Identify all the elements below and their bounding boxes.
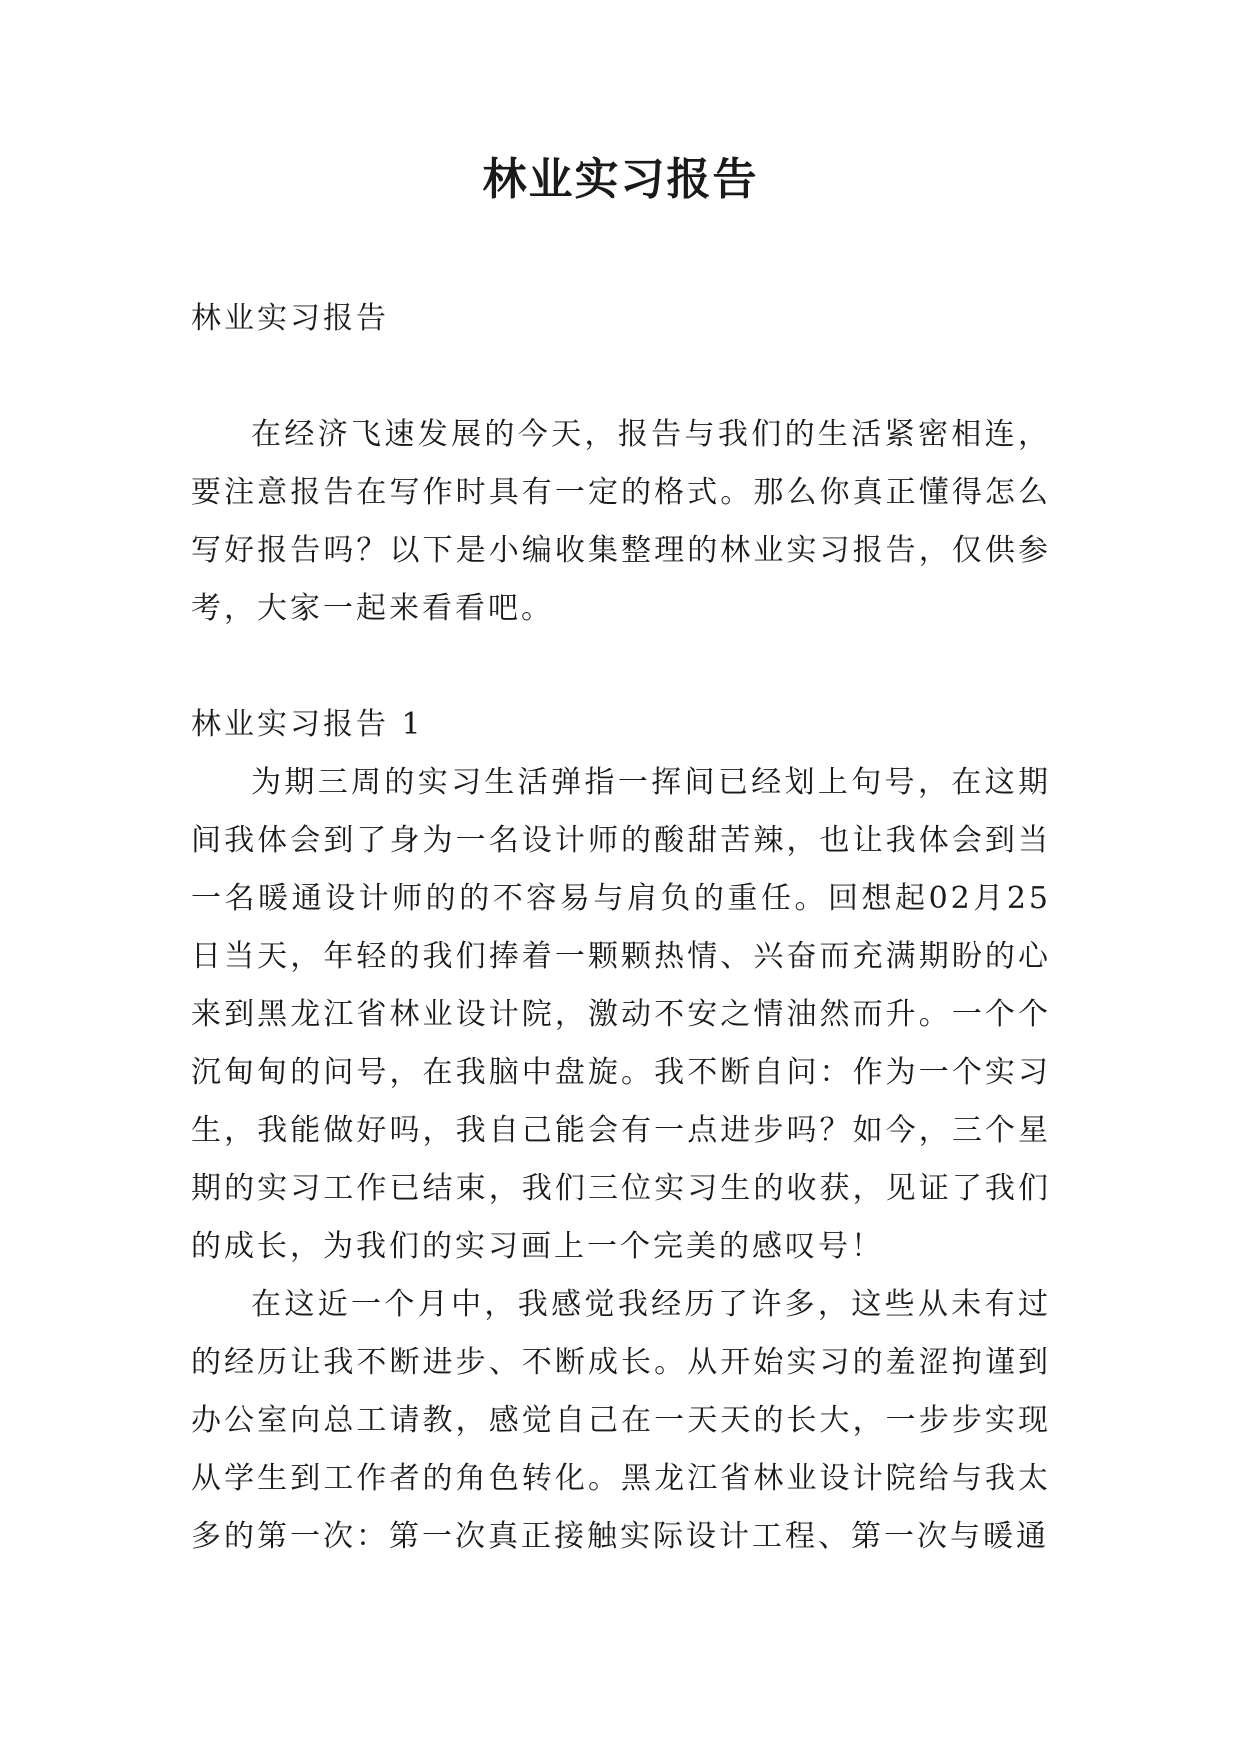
intro-paragraph: 在经济飞速发展的今天，报告与我们的生活紧密相连，要注意报告在写作时具有一定的格式。那么你真正懂得怎么写好报告吗？以下是小编收集整理的林业实习报告，仅供参考，大家一起来看看吧。 — [191, 417, 1051, 626]
section-heading: 林业实习报告 1 — [191, 707, 424, 742]
spacer — [191, 348, 1051, 406]
spacer — [191, 638, 1051, 696]
document-title: 林业实习报告 — [482, 154, 759, 205]
document-body — [191, 290, 1051, 1566]
body-paragraph-2: 在这近一个月中，我感觉我经历了许多，这些从未有过的经历让我不断进步、不断成长。从开始实习的羞涩拘谨到办公室向总工请教，感觉自己在一天天的长大，一步步实现从学生到工作者的角色转化。黑龙江省林业设计院给与我太多的第一次：第一次真正接触实际设计工程、第一次与暖通 — [191, 1287, 1051, 1554]
body-paragraph-1: 为期三周的实习生活弹指一挥间已经划上句号，在这期间我体会到了身为一名设计师的酸甜苦辣，也让我体会到当一名暖通设计师的的不容易与肩负的重任。回想起02月25日当天，年轻的我们捧着一颗颗热情、兴奋而充满期盼的心来到黑龙江省林业设计院，激动不安之情油然而升。一个个沉甸甸的问号，在我脑中盘旋。我不断自问：作为一个实习生，我能做好吗，我自己能会有一点进步吗？如今，三个星期的实习工作已结束，我们三位实习生的收获，见证了我们的成长，为我们的实习画上一个完美的感叹号！ — [191, 765, 1051, 1264]
document-subtitle: 林业实习报告 — [191, 301, 389, 336]
